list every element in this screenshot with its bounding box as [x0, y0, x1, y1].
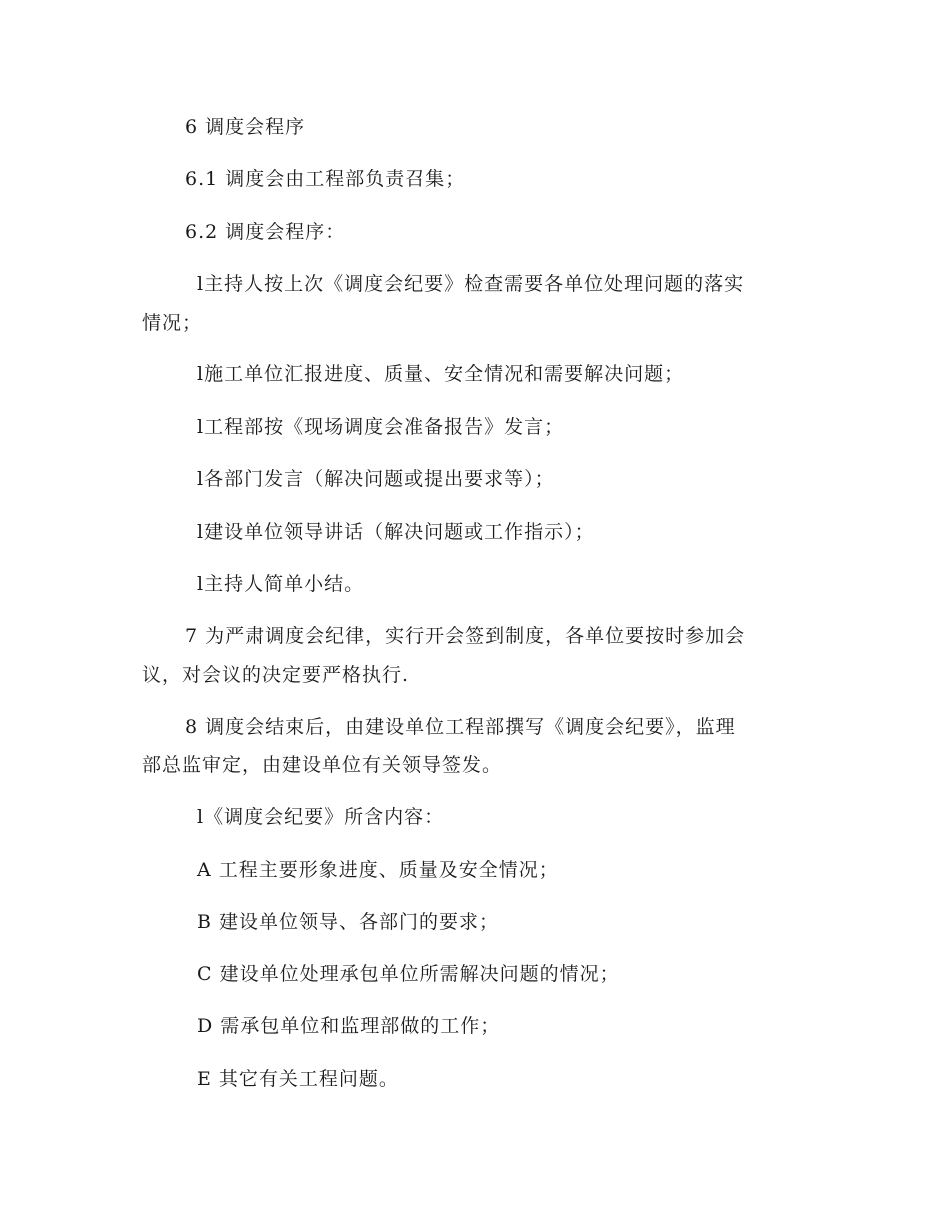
section-7-line-1: 7 为严肃调度会纪律，实行开会签到制度，各单位要按时参加会	[185, 625, 746, 647]
section-8-line-1: 8 调度会结束后，由建设单位工程部撰写《调度会纪要》，监理	[185, 716, 736, 738]
minutes-item-a: A 工程主要形象进度、质量及安全情况；	[197, 859, 559, 881]
clause-6-1: 6.1 调度会由工程部负责召集；	[185, 168, 466, 190]
minutes-contents-heading: l《调度会纪要》所含内容：	[197, 806, 445, 828]
minutes-item-d: D 需承包单位和监理部做的工作；	[197, 1015, 501, 1037]
procedure-item-2: l施工单位汇报进度、质量、安全情况和需要解决问题；	[197, 363, 685, 385]
section-8-line-2: 部总监审定，由建设单位有关领导签发。	[142, 754, 503, 776]
section-6-heading: 6 调度会程序	[185, 116, 306, 138]
procedure-item-4: l各部门发言（解决问题或提出要求等）；	[197, 468, 555, 490]
procedure-item-6: l主持人简单小结。	[197, 573, 365, 595]
minutes-item-e: E 其它有关工程问题。	[197, 1068, 399, 1090]
minutes-item-b: B 建设单位领导、各部门的要求；	[197, 911, 500, 933]
section-7-line-2: 议，对会议的决定要严格执行.	[142, 664, 410, 686]
procedure-item-1-line-2: 情况；	[142, 312, 203, 334]
procedure-item-1-line-1: l主持人按上次《调度会纪要》检查需要各单位处理问题的落实	[197, 273, 745, 295]
minutes-item-c: C 建设单位处理承包单位所需解决问题的情况；	[197, 963, 620, 985]
procedure-item-3: l工程部按《现场调度会准备报告》发言；	[197, 416, 565, 438]
clause-6-2: 6.2 调度会程序：	[185, 221, 346, 243]
procedure-item-5: l建设单位领导讲话（解决问题或工作指示）；	[197, 521, 595, 543]
